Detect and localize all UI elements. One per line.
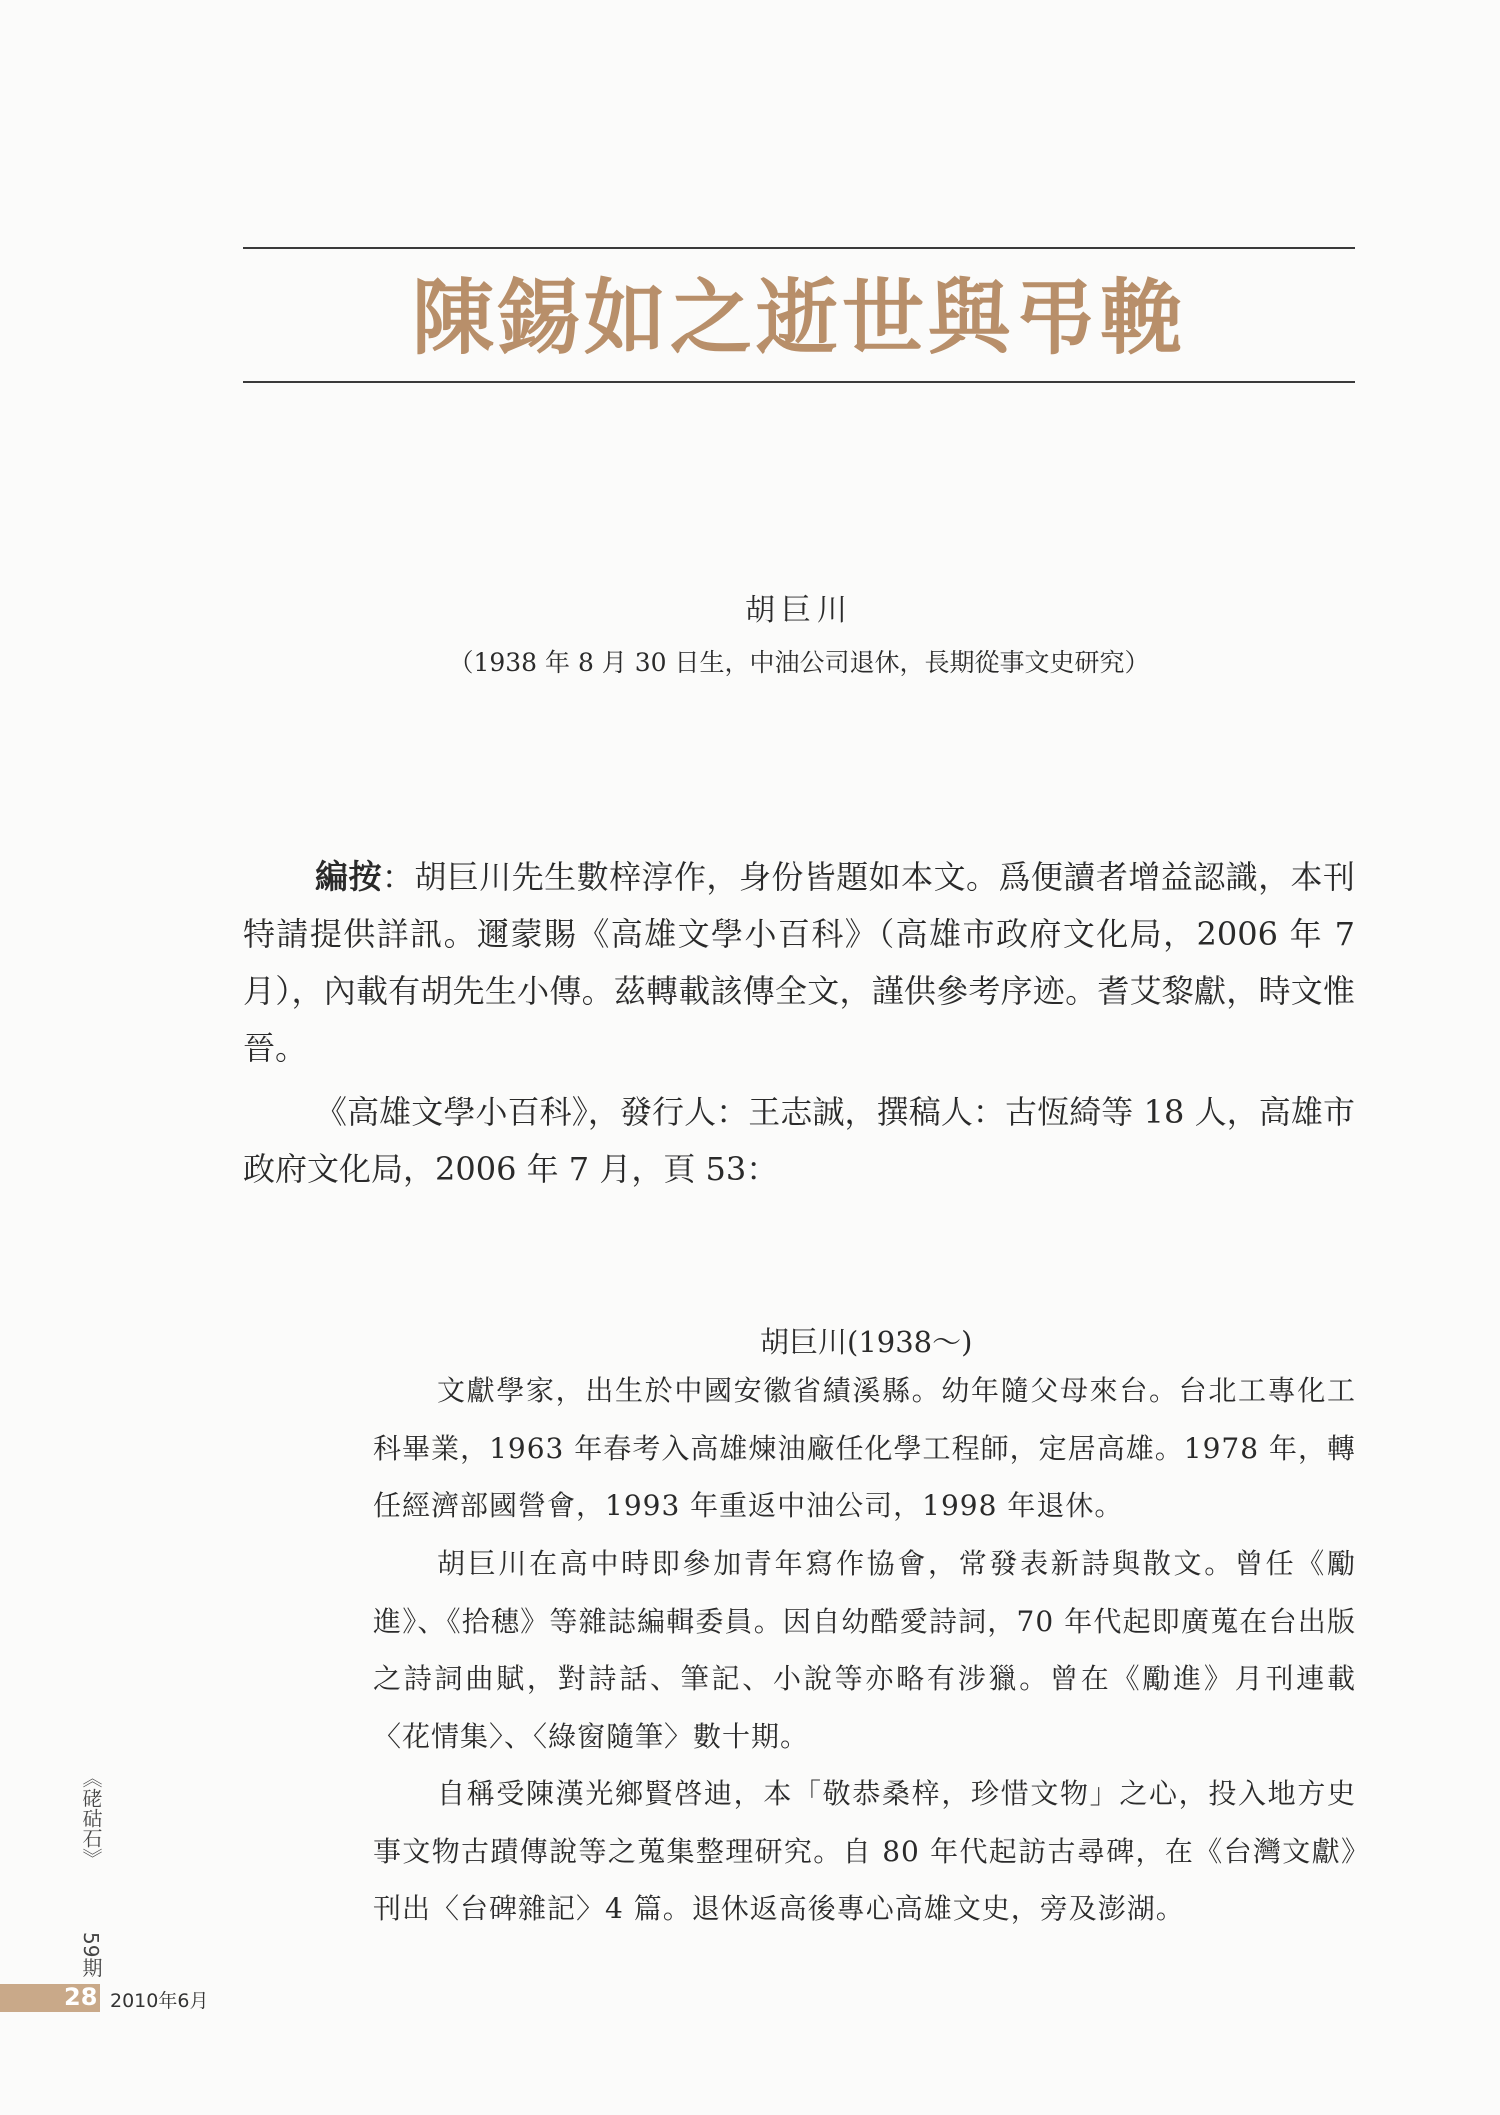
journal-name: 《硓𥑮石》 — [79, 1768, 103, 1868]
editor-note-text: ：胡巨川先生數梓淳作，身份皆題如本文。爲便讀者增益認識，本刊特請提供詳訊。邇蒙賜《高雄文學小百科》（高雄市政府文化局，2006 年 7 月），內載有胡先生小傳。茲轉載該傳全文，謹供參考序迹。耆艾黎獻，時文惟晉。 — [243, 858, 1355, 1067]
source-citation: 《高雄文學小百科》，發行人：王志誠，撰稿人：古恆綺等 18 人，高雄市政府文化局，2006 年 7 月，頁 53： — [243, 1093, 1355, 1188]
author-name: 胡巨川 — [745, 593, 853, 628]
issue-number: 59期 — [79, 1932, 103, 1978]
title-rule-top — [243, 247, 1355, 249]
bio-heading: 胡巨川(1938～) — [760, 1325, 973, 1359]
title-rule-bottom — [243, 381, 1355, 383]
editor-note — [243, 848, 1355, 1077]
article-title: 陳錫如之逝世與弔輓 — [411, 270, 1186, 366]
bio-paragraph: 自稱受陳漢光鄉賢啓迪，本「敬恭桑梓，珍惜文物」之心，投入地方史事文物古蹟傳說等之蒐集整理研究。自 80 年代起訪古尋碑，在《台灣文獻》刊出〈台碑雜記〉4 篇。退休返高後專心高雄文史，旁及澎湖。 — [373, 1777, 1356, 1925]
page-number: 28 — [64, 1983, 98, 2011]
bio-paragraph: 胡巨川在高中時即參加青年寫作協會，常發表新詩與散文。曾任《勵進》、《拾穗》等雜誌編輯委員。因自幼酷愛詩詞，70 年代起即廣蒐在台出版之詩詞曲賦，對詩話、筆記、小說等亦略有涉獵。曾在《勵進》月刊連載〈花情集〉、〈綠窗隨筆〉數十期。 — [373, 1547, 1356, 1753]
editor-note-label: 編按 — [315, 857, 382, 896]
issue-date: 2010年6月 — [110, 1990, 209, 2012]
bio-paragraph: 文獻學家，出生於中國安徽省績溪縣。幼年隨父母來台。台北工專化工科畢業，1963 年春考入高雄煉油廠任化學工程師，定居高雄。1978 年，轉任經濟部國營會，1993 年重返中油公司，1998 年退休。 — [373, 1374, 1356, 1522]
author-note: （1938 年 8 月 30 日生，中油公司退休，長期從事文史研究） — [448, 648, 1150, 677]
